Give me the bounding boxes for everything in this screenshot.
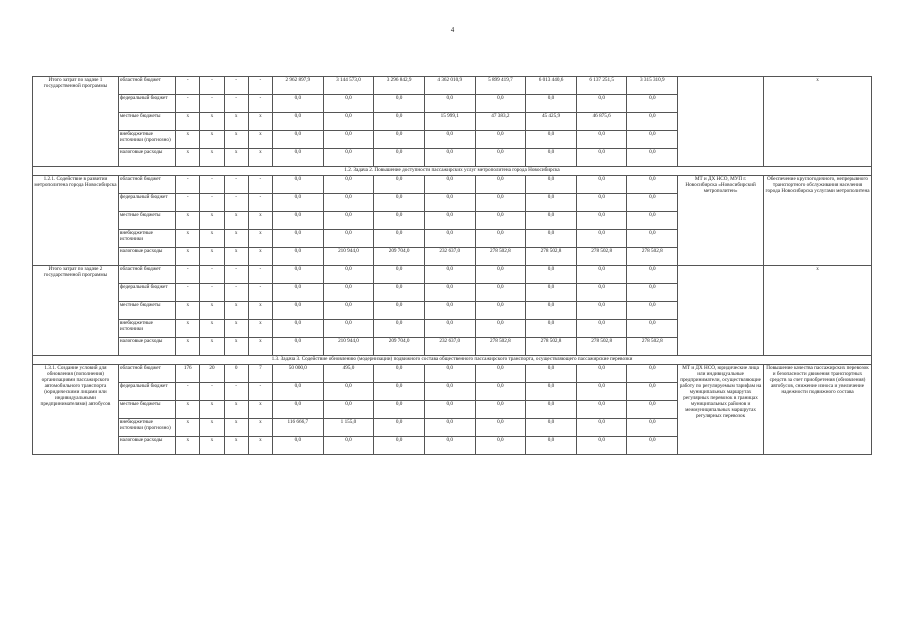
value-cell: 0,0 (526, 230, 577, 248)
block-label: 1.2.1. Содействие в развитии метрополитена города Новосибирска (33, 176, 119, 266)
value-cell: 0,0 (374, 419, 425, 437)
code-cell: - (176, 77, 200, 95)
value-cell: 0,0 (273, 131, 324, 149)
value-cell: 0,0 (627, 284, 678, 302)
value-cell: 0,0 (576, 419, 627, 437)
value-cell: 0,0 (475, 401, 526, 419)
value-cell: 278 502,8 (576, 248, 627, 266)
value-cell: 0,0 (273, 338, 324, 356)
code-cell: x (200, 419, 224, 437)
section-header-row (33, 167, 872, 176)
value-cell: 0,0 (526, 365, 577, 383)
value-cell: 0,0 (627, 149, 678, 167)
value-cell: 0,0 (424, 437, 475, 455)
code-cell: - (200, 176, 224, 194)
value-cell: 0,0 (273, 176, 324, 194)
value-cell: 0,0 (627, 212, 678, 230)
section-title: 1.2. Задача 2. Повышение доступности пассажирских услуг метрополитена города Новосибирска (33, 167, 872, 176)
value-cell: 0,0 (323, 95, 374, 113)
value-cell: 0,0 (323, 131, 374, 149)
funding-source: налоговые расходы (118, 248, 175, 266)
value-cell: 0,0 (424, 194, 475, 212)
value-cell: 0,0 (475, 302, 526, 320)
value-cell: 0,0 (627, 401, 678, 419)
table-row (33, 266, 872, 284)
value-cell: 0,0 (576, 212, 627, 230)
value-cell: 0,0 (475, 320, 526, 338)
page-number: 4 (450, 26, 455, 34)
value-cell: 278 502,8 (627, 338, 678, 356)
code-cell: - (200, 284, 224, 302)
value-cell: 0,0 (627, 320, 678, 338)
code-cell: x (224, 113, 248, 131)
code-cell: x (176, 230, 200, 248)
value-cell: 0,0 (526, 401, 577, 419)
value-cell: 0,0 (424, 320, 475, 338)
code-cell: x (176, 320, 200, 338)
section-title: 1.3. Задача 3. Содействие обновлению (модернизации) подвижного состава общественного пассажирского транспорта, осуществляющего пассажирские перевозки (33, 356, 872, 365)
value-cell: 0,0 (273, 401, 324, 419)
value-cell: 0,0 (526, 131, 577, 149)
value-cell: 0,0 (475, 284, 526, 302)
value-cell: 0,0 (576, 302, 627, 320)
code-cell: x (248, 401, 272, 419)
code-cell: x (176, 401, 200, 419)
code-cell: x (248, 419, 272, 437)
value-cell: 45 425,9 (526, 113, 577, 131)
value-cell: 209 704,0 (374, 338, 425, 356)
value-cell: 0,0 (526, 95, 577, 113)
code-cell: - (200, 77, 224, 95)
block-label: Итого затрат по задаче 1 государственной программы (33, 77, 119, 167)
executors-cell: МТ и ДХ НСО, юридические лица или индивидуальные предприниматели, осуществляющие работу по регулируемым тарифам на муниципальных маршрутах регулярных перевозок в границах муниципальных районов и межмуниципальных маршрутах регулярных перевозок (678, 365, 764, 455)
value-cell: 0,0 (273, 437, 324, 455)
code-cell: - (176, 176, 200, 194)
value-cell: 0,0 (424, 176, 475, 194)
value-cell: 0,0 (526, 437, 577, 455)
value-cell: 5 899 419,7 (475, 77, 526, 95)
value-cell: 0,0 (424, 95, 475, 113)
code-cell: x (200, 113, 224, 131)
value-cell: 0,0 (627, 113, 678, 131)
value-cell: 278 502,8 (627, 248, 678, 266)
value-cell: 0,0 (627, 365, 678, 383)
funding-source: налоговые расходы (118, 338, 175, 356)
value-cell: 0,0 (273, 149, 324, 167)
code-cell: x (200, 131, 224, 149)
funding-source: местные бюджеты (118, 401, 175, 419)
value-cell: 0,0 (273, 383, 324, 401)
value-cell: 0,0 (374, 194, 425, 212)
value-cell: 0,0 (273, 248, 324, 266)
value-cell: 0,0 (374, 302, 425, 320)
funding-source: областной бюджет (118, 77, 175, 95)
value-cell: 232 637,0 (424, 248, 475, 266)
code-cell: x (224, 437, 248, 455)
section-header-row (33, 356, 872, 365)
value-cell: 0,0 (424, 383, 475, 401)
value-cell: 0,0 (627, 266, 678, 284)
funding-source: местные бюджеты (118, 212, 175, 230)
code-cell: - (176, 95, 200, 113)
value-cell: 0,0 (323, 320, 374, 338)
value-cell: 0,0 (475, 383, 526, 401)
code-cell: - (200, 194, 224, 212)
value-cell: 0,0 (576, 149, 627, 167)
code-cell: x (248, 113, 272, 131)
value-cell: 0,0 (323, 230, 374, 248)
code-cell: x (176, 131, 200, 149)
value-cell: 15 999,1 (424, 113, 475, 131)
code-cell: x (224, 320, 248, 338)
value-cell: 0,0 (526, 320, 577, 338)
code-cell: x (224, 230, 248, 248)
result-cell: Обеспечение круглогодичного, непрерывного транспортного обслуживания населения города Новосибирска услугами метрополитена (764, 176, 872, 266)
value-cell: 278 502,8 (526, 338, 577, 356)
value-cell: 0,0 (273, 113, 324, 131)
code-cell: x (200, 230, 224, 248)
code-cell: x (200, 437, 224, 455)
code-cell: - (200, 95, 224, 113)
code-cell: x (200, 149, 224, 167)
code-cell: x (224, 401, 248, 419)
value-cell: 1 155,0 (323, 419, 374, 437)
value-cell: 0,0 (475, 149, 526, 167)
value-cell: 0,0 (424, 230, 475, 248)
value-cell: 0,0 (576, 230, 627, 248)
value-cell: 0,0 (526, 419, 577, 437)
value-cell: 0,0 (374, 284, 425, 302)
code-cell: - (224, 284, 248, 302)
code-cell: - (224, 176, 248, 194)
funding-source: федеральный бюджет (118, 383, 175, 401)
value-cell: 0,0 (475, 230, 526, 248)
code-cell: x (200, 320, 224, 338)
code-cell: x (200, 401, 224, 419)
code-cell: - (176, 383, 200, 401)
code-cell: x (224, 212, 248, 230)
value-cell: 0,0 (273, 194, 324, 212)
code-cell: x (248, 320, 272, 338)
code-cell: - (248, 284, 272, 302)
value-cell: 0,0 (424, 131, 475, 149)
value-cell: 0,0 (475, 131, 526, 149)
value-cell: 0,0 (526, 302, 577, 320)
budget-table (32, 76, 872, 455)
code-cell: x (224, 338, 248, 356)
value-cell: 209 704,0 (374, 248, 425, 266)
code-cell: - (224, 383, 248, 401)
value-cell: 0,0 (323, 149, 374, 167)
value-cell: 0,0 (576, 131, 627, 149)
value-cell: 0,0 (424, 302, 475, 320)
code-cell: x (248, 338, 272, 356)
value-cell: 0,0 (424, 266, 475, 284)
value-cell: 50 000,0 (273, 365, 324, 383)
value-cell: 0,0 (627, 302, 678, 320)
code-cell: - (200, 383, 224, 401)
value-cell: 0,0 (576, 194, 627, 212)
code-cell: x (176, 212, 200, 230)
code-cell: - (224, 95, 248, 113)
code-cell: x (248, 248, 272, 266)
funding-source: федеральный бюджет (118, 284, 175, 302)
code-cell: 0 (224, 365, 248, 383)
code-cell: x (224, 149, 248, 167)
value-cell: 210 944,0 (323, 248, 374, 266)
value-cell: 0,0 (374, 149, 425, 167)
code-cell: 7 (248, 365, 272, 383)
value-cell: 0,0 (576, 95, 627, 113)
value-cell: 0,0 (526, 383, 577, 401)
value-cell: 0,0 (526, 266, 577, 284)
value-cell: 0,0 (273, 212, 324, 230)
table-row (33, 77, 872, 95)
value-cell: 0,0 (273, 284, 324, 302)
result-cell: Повышение качества пассажирских перевозок и безопасности движения транспортных средств за счет приобретения (обновления) автобусов, снижение износа и увеличение надежности подвижного состава (764, 365, 872, 455)
code-cell: x (248, 230, 272, 248)
value-cell: 0,0 (475, 194, 526, 212)
code-cell: - (224, 194, 248, 212)
funding-source: областной бюджет (118, 266, 175, 284)
value-cell: 0,0 (273, 230, 324, 248)
value-cell: 0,0 (323, 194, 374, 212)
value-cell: 0,0 (374, 95, 425, 113)
code-cell: 176 (176, 365, 200, 383)
value-cell: 0,0 (424, 419, 475, 437)
value-cell: 0,0 (374, 320, 425, 338)
value-cell: 6 137 251,5 (576, 77, 627, 95)
value-cell: 0,0 (475, 365, 526, 383)
value-cell: 0,0 (424, 149, 475, 167)
value-cell: 278 502,8 (576, 338, 627, 356)
funding-source: налоговые расходы (118, 149, 175, 167)
value-cell: 278 502,8 (475, 248, 526, 266)
value-cell: 6 013 440,6 (526, 77, 577, 95)
code-cell: x (224, 131, 248, 149)
value-cell: 0,0 (576, 284, 627, 302)
code-cell: - (224, 266, 248, 284)
value-cell: 0,0 (374, 401, 425, 419)
funding-source: областной бюджет (118, 365, 175, 383)
funding-source: местные бюджеты (118, 302, 175, 320)
value-cell: 0,0 (323, 284, 374, 302)
value-cell: 0,0 (323, 176, 374, 194)
value-cell: 0,0 (424, 284, 475, 302)
executors-cell: МТ и ДХ НСО, МУП г. Новосибирска «Новосибирский метрополитен» (678, 176, 764, 266)
code-cell: x (248, 212, 272, 230)
code-cell: - (200, 266, 224, 284)
value-cell: 0,0 (323, 401, 374, 419)
value-cell: 0,0 (576, 365, 627, 383)
code-cell: x (176, 113, 200, 131)
code-cell: x (176, 248, 200, 266)
code-cell: 20 (200, 365, 224, 383)
funding-source: внебюджетные источники (прогнозно) (118, 131, 175, 149)
value-cell: 0,0 (374, 131, 425, 149)
value-cell: 278 502,8 (475, 338, 526, 356)
executors-cell (678, 77, 764, 167)
table-row (33, 176, 872, 194)
code-cell: - (248, 95, 272, 113)
value-cell: 0,0 (273, 266, 324, 284)
code-cell: x (248, 302, 272, 320)
code-cell: - (224, 77, 248, 95)
value-cell: 0,0 (374, 383, 425, 401)
value-cell: 3 315 310,9 (627, 77, 678, 95)
code-cell: x (248, 131, 272, 149)
funding-source: федеральный бюджет (118, 95, 175, 113)
funding-source: налоговые расходы (118, 437, 175, 455)
value-cell: 0,0 (374, 176, 425, 194)
value-cell: 47 383,2 (475, 113, 526, 131)
code-cell: - (248, 77, 272, 95)
code-cell: x (176, 419, 200, 437)
value-cell: 0,0 (475, 437, 526, 455)
value-cell: 210 944,0 (323, 338, 374, 356)
value-cell: 0,0 (374, 365, 425, 383)
value-cell: 0,0 (627, 419, 678, 437)
value-cell: 0,0 (526, 149, 577, 167)
code-cell: x (176, 149, 200, 167)
value-cell: 0,0 (273, 95, 324, 113)
executors-cell (678, 266, 764, 356)
value-cell: 0,0 (323, 383, 374, 401)
value-cell: 0,0 (475, 95, 526, 113)
code-cell: x (200, 212, 224, 230)
value-cell: 0,0 (576, 383, 627, 401)
code-cell: - (176, 266, 200, 284)
value-cell: 0,0 (576, 401, 627, 419)
table-row (33, 365, 872, 383)
value-cell: 0,0 (576, 320, 627, 338)
value-cell: 0,0 (576, 437, 627, 455)
value-cell: 0,0 (627, 437, 678, 455)
block-label: Итого затрат по задаче 2 государственной программы (33, 266, 119, 356)
value-cell: 0,0 (323, 302, 374, 320)
value-cell: 0,0 (273, 320, 324, 338)
funding-source: областной бюджет (118, 176, 175, 194)
value-cell: 0,0 (526, 212, 577, 230)
value-cell: 3 296 842,9 (374, 77, 425, 95)
code-cell: x (200, 302, 224, 320)
funding-source: местные бюджеты (118, 113, 175, 131)
value-cell: 0,0 (627, 95, 678, 113)
value-cell: 0,0 (627, 176, 678, 194)
code-cell: x (248, 437, 272, 455)
value-cell: 0,0 (576, 176, 627, 194)
value-cell: 4 362 010,9 (424, 77, 475, 95)
value-cell: 0,0 (323, 437, 374, 455)
code-cell: x (248, 149, 272, 167)
value-cell: 0,0 (526, 284, 577, 302)
value-cell: 0,0 (475, 266, 526, 284)
value-cell: 0,0 (424, 401, 475, 419)
code-cell: x (200, 338, 224, 356)
value-cell: 0,0 (576, 266, 627, 284)
value-cell: 278 502,8 (526, 248, 577, 266)
funding-source: внебюджетные источники (прогнозно) (118, 419, 175, 437)
block-label: 1.3.1. Создание условий для обновления (пополнения) организациями пассажирского автомобильного транспорта (юридическими лицами или индивидуальными предпринимателями) автобусов (33, 365, 119, 455)
value-cell: 46 875,6 (576, 113, 627, 131)
funding-source: внебюджетные источники (118, 230, 175, 248)
value-cell: 0,0 (323, 266, 374, 284)
value-cell: 3 144 573,0 (323, 77, 374, 95)
code-cell: x (224, 302, 248, 320)
value-cell: 0,0 (374, 212, 425, 230)
value-cell: 0,0 (374, 266, 425, 284)
value-cell: 0,0 (526, 176, 577, 194)
value-cell: 0,0 (374, 437, 425, 455)
code-cell: x (224, 419, 248, 437)
value-cell: 0,0 (627, 194, 678, 212)
value-cell: 0,0 (424, 212, 475, 230)
value-cell: 0,0 (424, 365, 475, 383)
value-cell: 0,0 (374, 230, 425, 248)
result-cell: x (764, 266, 872, 356)
code-cell: - (248, 194, 272, 212)
value-cell: 0,0 (526, 194, 577, 212)
value-cell: 2 962 897,9 (273, 77, 324, 95)
value-cell: 0,0 (627, 383, 678, 401)
funding-source: федеральный бюджет (118, 194, 175, 212)
value-cell: 0,0 (475, 419, 526, 437)
code-cell: x (224, 248, 248, 266)
value-cell: 0,0 (475, 212, 526, 230)
code-cell: x (200, 248, 224, 266)
value-cell: 495,0 (323, 365, 374, 383)
value-cell: 0,0 (475, 176, 526, 194)
value-cell: 0,0 (323, 113, 374, 131)
value-cell: 0,0 (627, 131, 678, 149)
value-cell: 232 637,0 (424, 338, 475, 356)
code-cell: - (176, 284, 200, 302)
funding-source: внебюджетные источники (118, 320, 175, 338)
value-cell: 0,0 (627, 230, 678, 248)
code-cell: x (176, 338, 200, 356)
code-cell: - (176, 194, 200, 212)
code-cell: - (248, 176, 272, 194)
code-cell: x (176, 437, 200, 455)
result-cell: x (764, 77, 872, 167)
code-cell: - (248, 383, 272, 401)
value-cell: 116 666,7 (273, 419, 324, 437)
value-cell: 0,0 (374, 113, 425, 131)
code-cell: x (176, 302, 200, 320)
code-cell: - (248, 266, 272, 284)
value-cell: 0,0 (273, 302, 324, 320)
value-cell: 0,0 (323, 212, 374, 230)
